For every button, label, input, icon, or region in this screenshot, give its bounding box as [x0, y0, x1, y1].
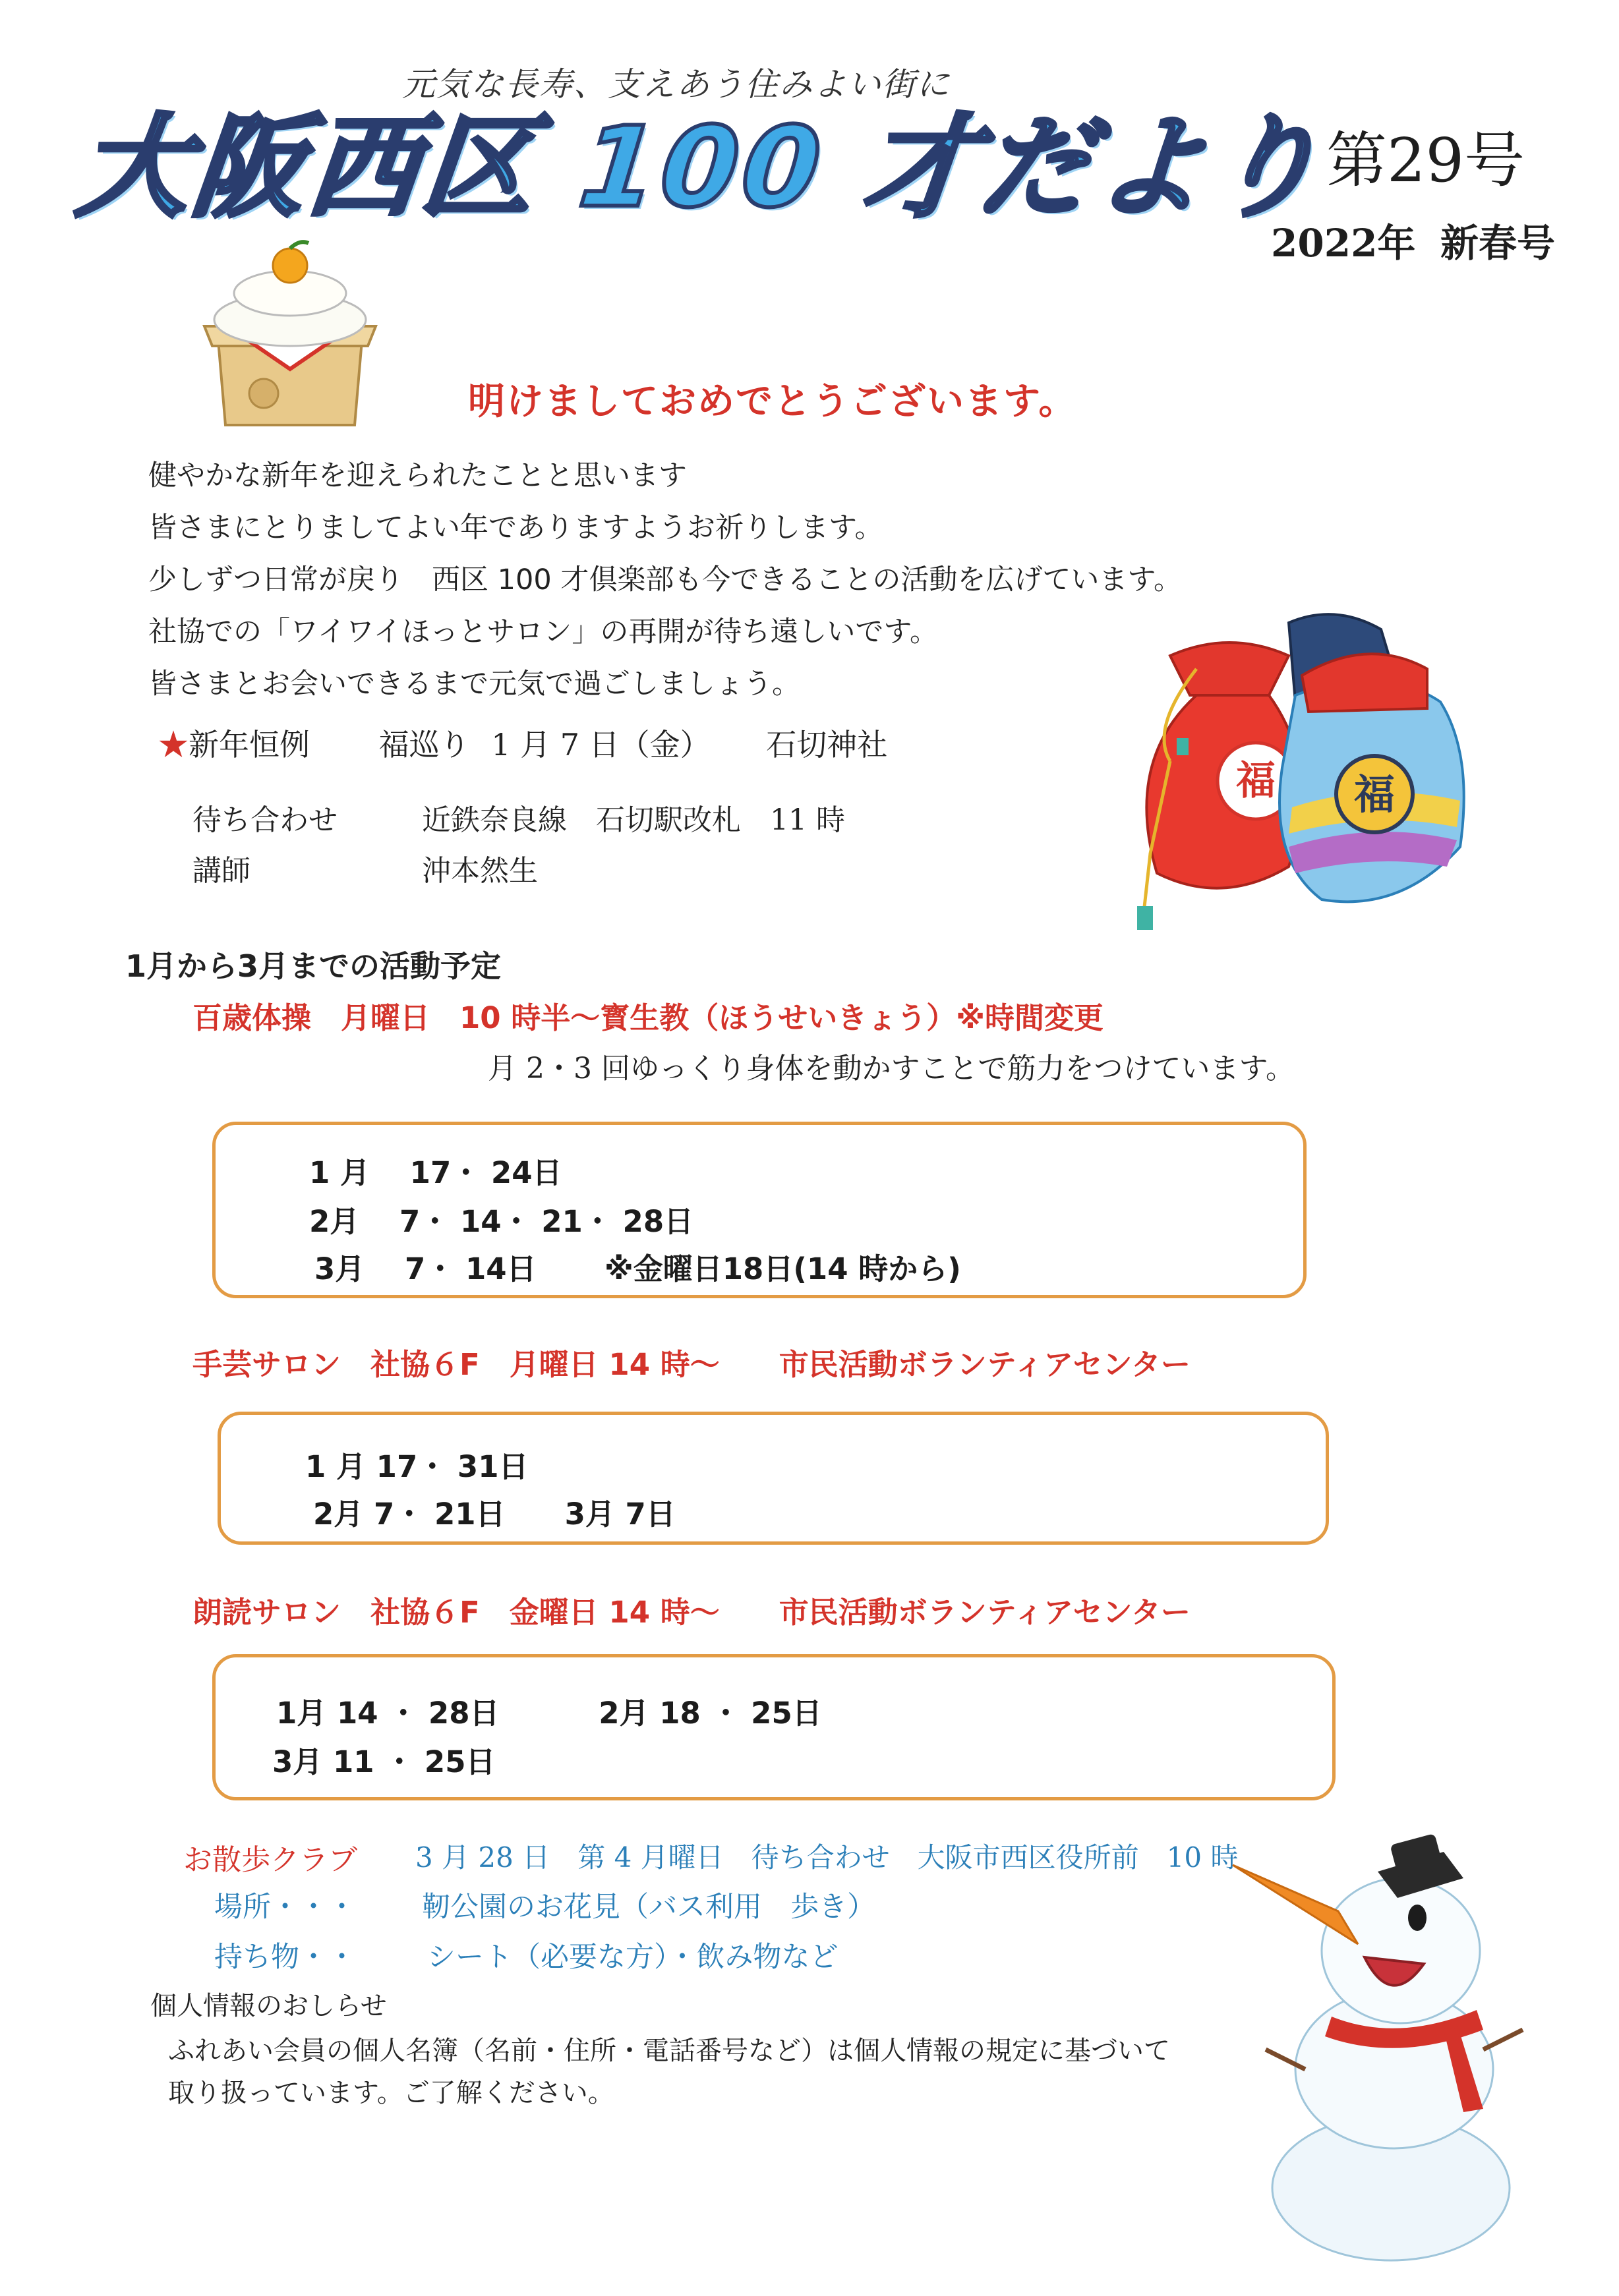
privacy-line: 取り扱っています。ご了解ください。 — [168, 2078, 614, 2108]
walk-place-label: 場所・・・ — [214, 1891, 356, 1924]
exercise-dates-box — [212, 1122, 1307, 1298]
exercise-title: 百歳体操 月曜日 10 時半～寳生教（ほうせいきょう）※時間変更 — [192, 1000, 1104, 1035]
new-year-greeting: 明けましておめでとうございます。 — [468, 380, 1077, 423]
lucky-bags-illustration — [1071, 596, 1516, 939]
reading-dates-box — [212, 1654, 1336, 1800]
intro-line: 社協での「ワイワイほっとサロン」の再開が待ち遠しいです。 — [148, 616, 938, 648]
craft-dates-box — [218, 1412, 1329, 1545]
walk-bring-label: 持ち物・・ — [214, 1941, 356, 1974]
snowman-illustration — [1226, 1832, 1536, 2267]
event-place: 石切神社 — [766, 727, 888, 762]
craft-salon-title: 手芸サロン 社協６F 月曜日 14 時～ 市民活動ボランティアセンター — [192, 1347, 1191, 1382]
event-teacher-label: 講師 — [192, 854, 250, 888]
walk-club-info: 3 月 28 日 第 4 月曜日 待ち合わせ 大阪市西区役所前 10 時 — [415, 1841, 1239, 1874]
event-line — [158, 721, 887, 764]
intro-line: 皆さまとお会いできるまで元気で過ごしましょう。 — [148, 668, 800, 701]
intro-line: 皆さまにとりましてよい年でありますようお祈りします。 — [148, 511, 883, 544]
privacy-line: ふれあい会員の個人名簿（名前・住所・電話番号など）は個人情報の規定に基づいて — [168, 2036, 1170, 2066]
newsletter-title: 大阪西区 100 才だより — [72, 103, 1332, 232]
issue-season: 新春号 — [1440, 221, 1556, 266]
craft-dates-line: 1 月 17・ 31日 — [305, 1449, 529, 1484]
issue-number: 第29号 — [1326, 125, 1525, 196]
walk-bring-value: シート（必要な方）・飲み物など — [427, 1941, 839, 1974]
intro-paragraph — [148, 450, 1182, 710]
schedule-heading: 1月から3月までの活動予定 — [125, 948, 502, 984]
craft-dates-line: 2月 7・ 21日 3月 7日 — [313, 1497, 676, 1532]
event-date: 1 月 7 日（金） — [491, 727, 711, 762]
exercise-dates-feb: 2月 7・ 14・ 21・ 28日 — [309, 1204, 694, 1239]
exercise-special-note — [604, 1245, 961, 1288]
event-teacher-value: 沖本然生 — [422, 854, 538, 888]
walk-place-value: 靭公園のお花見（バス利用 歩き） — [422, 1891, 875, 1924]
walk-club-title: お散歩クラブ — [183, 1843, 357, 1877]
event-meet-label: 待ち合わせ — [192, 803, 338, 837]
reading-salon-title: 朗読サロン 社協６F 金曜日 14 時～ 市民活動ボランティアセンター — [192, 1595, 1191, 1630]
kagami-mochi-illustration — [191, 227, 389, 432]
intro-line: 健やかな新年を迎えられたことと思います — [148, 459, 687, 492]
event-label: 新年恒例 — [189, 727, 310, 762]
tagline: 元気な長寿、支えあう住みよい街に — [402, 65, 951, 103]
exercise-dates-jan: 1 月 17・ 24日 — [309, 1155, 562, 1190]
bag-label: 福 — [1236, 758, 1276, 804]
event-name: 福巡り — [378, 727, 470, 762]
exercise-note: ※金曜日18日(14 時から) — [604, 1251, 961, 1286]
star-icon: ★ — [158, 727, 189, 762]
privacy-title: 個人情報のおしらせ — [150, 1991, 387, 2021]
exercise-description: 月 2・3 回ゆっくり身体を動かすことで筋力をつけています。 — [488, 1052, 1295, 1085]
privacy-body — [168, 2030, 1170, 2114]
exercise-dates-mar: 3月 7・ 14日 — [314, 1251, 537, 1286]
issue-year: 2022年 — [1271, 221, 1416, 266]
reading-dates-line: 3月 11 ・ 25日 — [272, 1744, 496, 1779]
reading-dates-line: 1月 14 ・ 28日 2月 18 ・ 25日 — [276, 1696, 822, 1731]
event-meet-value: 近鉄奈良線 石切駅改札 11 時 — [422, 803, 845, 837]
intro-line: 少しずつ日常が戻り 西区 100 才倶楽部も今できることの活動を広げています。 — [148, 563, 1182, 596]
bag-label: 福 — [1353, 770, 1396, 818]
